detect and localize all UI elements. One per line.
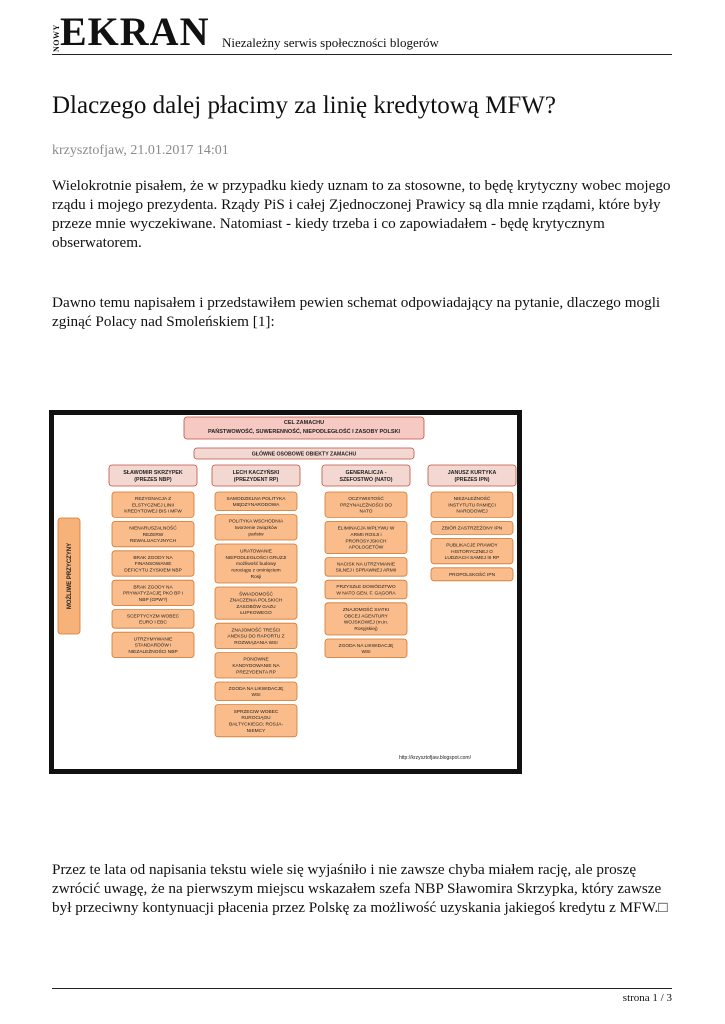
- cause-text: REZYGNACJA Z: [134, 497, 172, 503]
- cause-text: ROZWIĄZANIA WSI: [234, 640, 278, 646]
- schema-diagram: [49, 410, 522, 774]
- cause-text: PUBLIKACJE PRAWDY: [446, 543, 498, 549]
- article-title: Dlaczego dalej płacimy za linię kredytową MFW?: [52, 92, 556, 119]
- cause-text: Rosji: [250, 574, 262, 580]
- targets-title: GŁÓWNE OSOBOWE OBIEKTY ZAMACHU: [251, 451, 357, 458]
- cause-text: POLITYKA WSCHODNIA: [228, 519, 284, 525]
- cause-text: BAŁTYCKIEGO; ROSJA-: [228, 722, 284, 728]
- cause-text: ZBIÓR ZASTRZEŻONY IPN: [441, 526, 503, 532]
- cause-text: EURO I EBC: [139, 620, 167, 626]
- cause-text: NIEZALEŻNOŚĆ: [453, 497, 491, 503]
- cause-text: NATO: [359, 509, 373, 515]
- article-paragraph-3: Przez te lata od napisania tekstu wiele się wyjaśniło i nie zawsze chyba miałem rację, ale proszę zwrócić uwagę, że na pierwszym miejscu wskazałem szefa NBP Sławomira Skrzypka, który zawsze był przeciwny kontynuacji płacenia przez Polskę za możliwość uzyskania jakiegoś kredytu z MFW.□: [52, 861, 668, 916]
- cause-text: RUROCIĄGU: [241, 716, 271, 722]
- cause-text: ZGODA NA LIKWIDACJĘ: [228, 686, 284, 692]
- diagram-canvas: [54, 415, 517, 769]
- cause-text: ARMII ROSJI i: [350, 533, 382, 539]
- cause-text: państw: [248, 532, 264, 538]
- diagram-url: http://krzysztofjaw.blogspot.com/: [399, 755, 471, 761]
- logo-prefix: NOWY: [52, 24, 61, 52]
- cause-text: ŁUPKOWEGO: [240, 611, 272, 617]
- cause-text: DEFICYTU ZYSKIEM NBP: [124, 568, 182, 574]
- cause-text: SILNEJ i SPRAWNEJ ARMII: [335, 568, 397, 574]
- column-head-text: (PREZES IPN): [454, 476, 490, 483]
- cause-text: PRYWATYZACJĘ PKO BP i: [123, 591, 183, 597]
- column-head-text: (PREZYDENT RP): [233, 476, 279, 483]
- goal-text: PAŃSTWOWOŚĆ, SUWERENNOŚĆ, NIEPODLEGŁOŚĆ I ZASOBY POLSKI: [207, 428, 401, 435]
- cause-text: KREDYTOWEJ BIS i MFW: [124, 509, 182, 515]
- cause-text: PRZYSZŁE DOWÓDZTWO: [336, 585, 396, 591]
- cause-text: LUDZIACH SAMEJ III RP: [444, 556, 500, 562]
- column-head-text: GENERALICJA -: [345, 469, 387, 476]
- cause-text: NIEZALEŻNOŚCI NBP: [128, 649, 178, 655]
- column-head-text: SŁAWOMIR SKRZYPEK: [123, 469, 183, 476]
- cause-text: INSTYTUTU PAMIĘCI: [448, 503, 496, 509]
- cause-text: PONOWNE: [243, 657, 269, 663]
- page-footer: [52, 988, 672, 1004]
- cause-text: ANEKSU DO RAPORTU Z: [227, 634, 285, 640]
- site-logo[interactable]: EKRAN: [60, 9, 210, 54]
- cause-text: PROROSYJSKICH: [345, 539, 387, 545]
- cause-text: PROPOLSKOŚĆ IPN: [448, 572, 496, 578]
- cause-text: ZNAJOMOŚĆ SIATKI: [342, 608, 390, 614]
- cause-text: UTRZYMYWANIE: [133, 637, 173, 643]
- cause-text: NIENARUSZALNOŚĆ: [129, 526, 177, 532]
- cause-text: tworzenie związków: [234, 525, 278, 531]
- cause-text: BRAK ZGODY NA: [133, 555, 173, 561]
- cause-text: NIEPODLEGŁOŚCI GRUZJI: [225, 555, 287, 561]
- cause-text: OBCEJ AGENTURY: [344, 614, 388, 620]
- cause-text: WSI: [251, 693, 261, 699]
- cause-text: NBP (GPW?): [138, 597, 168, 603]
- column-head-text: JANUSZ KURTYKA: [447, 469, 497, 476]
- cause-text: APOLOGETÓW: [348, 545, 384, 551]
- cause-text: ELIMINACJA WPŁYWU W: [337, 526, 395, 532]
- cause-text: WOJSKOWEJ (m.in.: [343, 620, 389, 626]
- cause-text: rurociągu z ominięciem: [231, 568, 281, 574]
- cause-text: NIEMCY: [246, 728, 266, 734]
- cause-text: ZASOBÓW GAZU: [236, 604, 276, 610]
- cause-text: SCEPTYCYZM WOBEC: [126, 614, 180, 620]
- cause-text: HISTORYCZNEJ O: [451, 549, 493, 555]
- page-number: strona 1 / 3: [622, 992, 672, 1004]
- cause-text: URATOWANIE: [240, 549, 272, 555]
- cause-text: W NATO GEN. F. GĄGORA: [336, 591, 396, 597]
- cause-text: NACISK NA UTRZYMANIE: [336, 562, 396, 568]
- cause-text: SPRZECIW WOBEC: [233, 709, 279, 715]
- side-label: MOŻLIWE PRZYCZYNY: [67, 542, 73, 610]
- cause-text: REZERW: [142, 532, 164, 538]
- cause-text: Rosyjskiej): [354, 627, 378, 633]
- cause-text: ŚWIADOMOŚĆ: [239, 592, 273, 598]
- cause-text: PRZYNALEŻNOŚCI DO: [340, 503, 392, 509]
- column-head-text: LECH KACZYŃSKI: [232, 469, 280, 476]
- cause-text: REWALUACYJNYCH: [129, 539, 177, 545]
- cause-text: NARODOWEJ: [456, 509, 488, 515]
- cause-text: ELSTYCZNEJ LINII: [131, 503, 175, 509]
- column-head-text: SZEFOSTWO (NATO): [339, 476, 393, 483]
- cause-text: OCZYWISTOŚĆ: [348, 497, 384, 503]
- cause-text: PREZYDENTA RP: [236, 670, 276, 676]
- article-paragraph-1: Wielokrotnie pisałem, że w przypadku kiedy uznam to za stosowne, to będę krytyczny wobec mojego rządu i mojego prezydenta. Rządy PiS i całej Zjednoczonej Prawicy są dla mnie rządami, które były przeze mnie wyczekiwane. Natomiast - kiedy trzeba i co zapowiadałem - będę krytycznym obserwatorem.: [52, 177, 671, 251]
- cause-text: STANDARDÓW i: [134, 643, 172, 649]
- cause-text: FINANSOWANIE: [134, 562, 172, 568]
- site-header: [52, 9, 672, 55]
- cause-text: MIĘDZYNARODOWA: [232, 503, 280, 509]
- column-head-text: (PREZES NBP): [134, 476, 172, 483]
- cause-text: ZNAJOMOŚĆ TREŚCI: [231, 628, 281, 634]
- cause-text: BRAK ZGODY NA: [133, 585, 173, 591]
- article-paragraph-2: Dawno temu napisałem i przedstawiłem pewien schemat odpowiadający na pytanie, dlaczego mogli zginąć Polacy nad Smoleńskiem [1]:: [52, 294, 661, 330]
- article-meta: krzysztofjaw, 21.01.2017 14:01: [52, 143, 229, 158]
- cause-text: możliwość budowy: [236, 562, 276, 568]
- cause-text: ZNACZENIA POLSKICH: [229, 598, 283, 604]
- site-tagline: Niezależny serwis społeczności blogerów: [222, 35, 439, 50]
- cause-text: WSI: [361, 650, 371, 656]
- cause-text: KANDYDOWANIE NA: [232, 663, 280, 669]
- cause-text: SAMODZIELNA POLITYKA: [226, 496, 286, 502]
- goal-title: CEL ZAMACHU: [283, 419, 325, 426]
- cause-text: ZGODA NA LIKWIDACJĘ: [338, 643, 394, 649]
